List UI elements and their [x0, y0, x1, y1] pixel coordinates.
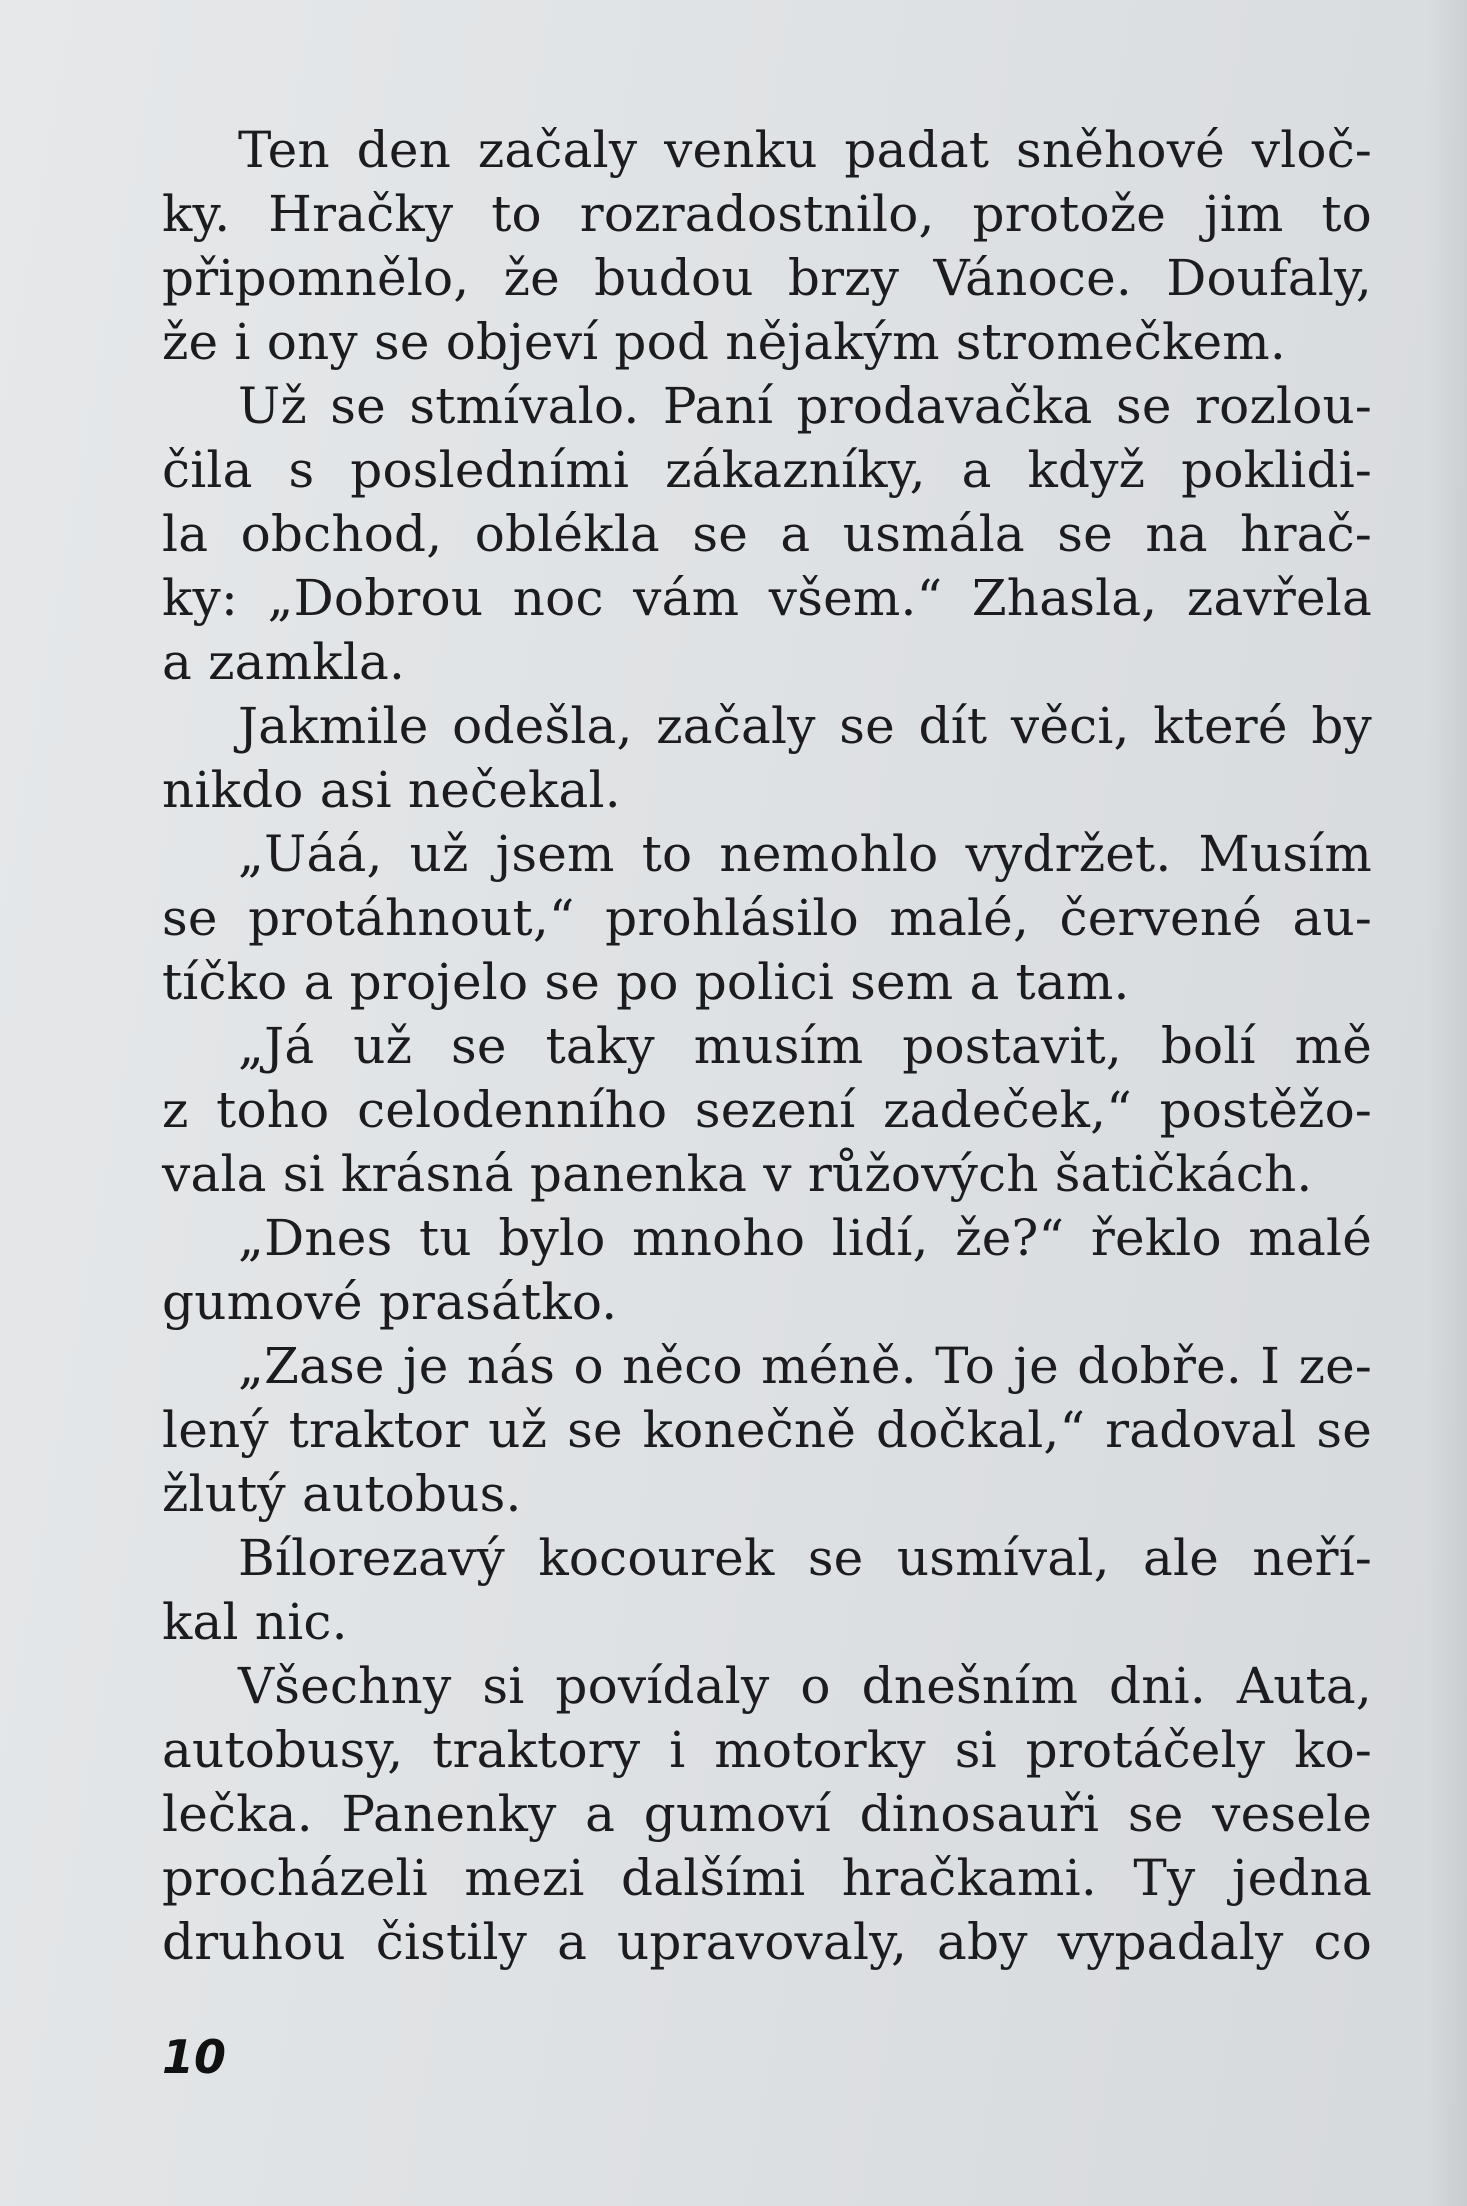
text-line: Všechny si povídaly o dnešním dni. Auta, — [238, 1657, 1372, 1715]
text-line: připomnělo, že budou brzy Vánoce. Doufaly, — [162, 249, 1372, 307]
page-edge-shadow — [1427, 0, 1467, 2206]
page-number: 10 — [162, 2030, 227, 2084]
text-line: tíčko a projelo se po polici sem a tam. — [162, 953, 1130, 1011]
text-line: Jakmile odešla, začaly se dít věci, které by — [238, 697, 1372, 755]
text-line: „Dnes tu bylo mnoho lidí, že?“ řeklo malé — [238, 1209, 1372, 1267]
text-line: „Uáá, už jsem to nemohlo vydržet. Musím — [238, 825, 1372, 883]
text-line: ky. Hračky to rozradostnilo, protože jim to — [162, 185, 1372, 243]
text-line: že i ony se objeví pod nějakým stromečkem. — [162, 313, 1286, 371]
text-line: a zamkla. — [162, 633, 406, 691]
text-line: Ten den začaly venku padat sněhové vloč- — [238, 121, 1372, 179]
text-line: se protáhnout,“ prohlásilo malé, červené au- — [162, 889, 1372, 947]
body-text — [162, 118, 1372, 1974]
text-line: lečka. Panenky a gumoví dinosauři se vesele — [162, 1785, 1372, 1843]
text-line: procházeli mezi dalšími hračkami. Ty jedna — [162, 1849, 1372, 1907]
text-line: autobusy, traktory i motorky si protáčely ko- — [162, 1721, 1372, 1779]
text-line: vala si krásná panenka v růžových šatičkách. — [162, 1145, 1313, 1203]
text-line: „Já už se taky musím postavit, bolí mě — [238, 1017, 1372, 1075]
text-line: gumové prasátko. — [162, 1273, 618, 1331]
text-line: lený traktor už se konečně dočkal,“ radoval se — [162, 1401, 1372, 1459]
text-line: z toho celodenního sezení zadeček,“ postěžo- — [162, 1081, 1372, 1139]
text-line: „Zase je nás o něco méně. To je dobře. I ze- — [238, 1337, 1372, 1395]
text-line: druhou čistily a upravovaly, aby vypadaly co — [162, 1913, 1372, 1971]
text-line: Už se stmívalo. Paní prodavačka se rozlou- — [238, 377, 1372, 435]
text-line: žlutý autobus. — [162, 1465, 522, 1523]
text-line: ky: „Dobrou noc vám všem.“ Zhasla, zavřela — [162, 569, 1372, 627]
text-line: Bílorezavý kocourek se usmíval, ale neří- — [238, 1529, 1372, 1587]
text-line: kal nic. — [162, 1593, 348, 1651]
text-line: nikdo asi nečekal. — [162, 761, 621, 819]
text-line: čila s posledními zákazníky, a když poklidi- — [162, 441, 1372, 499]
text-line: la obchod, oblékla se a usmála se na hrač- — [162, 505, 1372, 563]
